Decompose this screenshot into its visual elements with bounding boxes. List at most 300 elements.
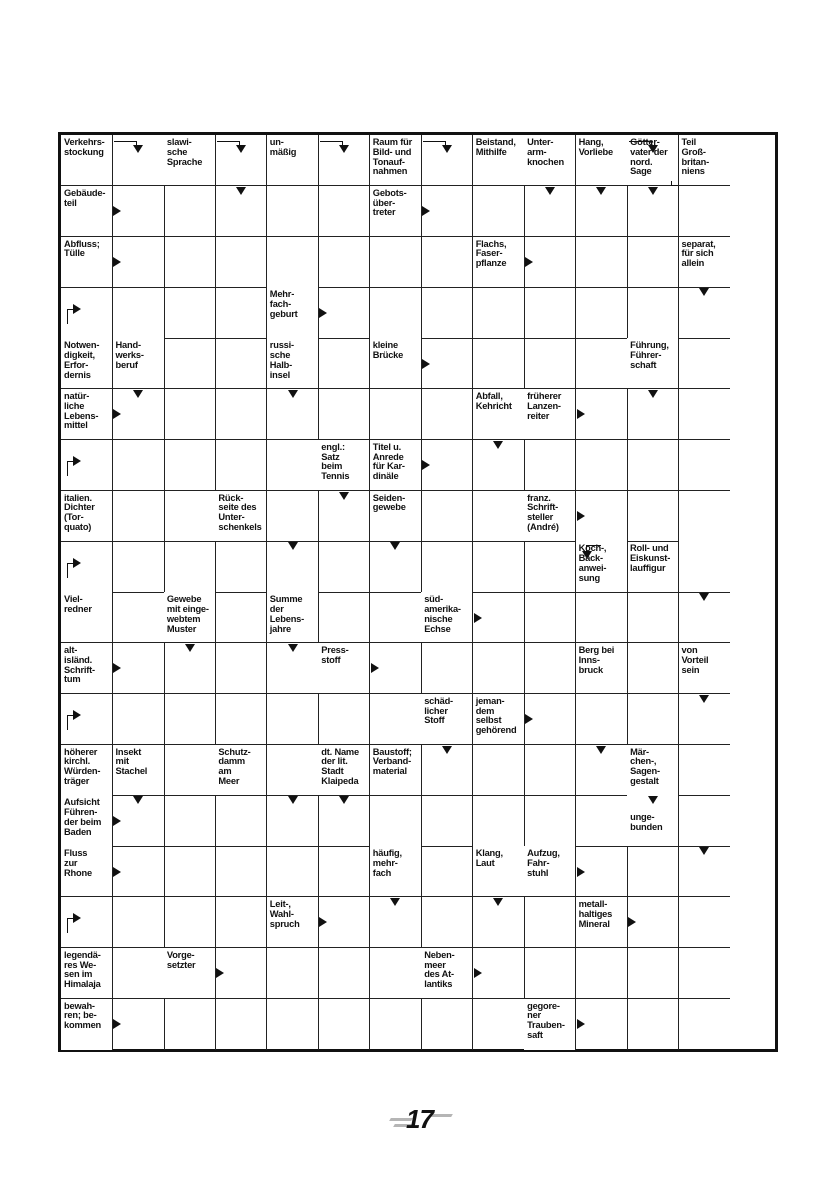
clue-cell bbox=[679, 237, 731, 288]
answer-cell[interactable] bbox=[679, 999, 731, 1050]
clue-text: alt- isländ. Schrift- tum bbox=[64, 645, 95, 685]
arrow-right-icon bbox=[73, 913, 81, 923]
arrow-down-icon bbox=[699, 593, 709, 601]
clue-text: legendä- res We- sen im Himalaja bbox=[64, 949, 101, 990]
clue-cell bbox=[473, 135, 525, 186]
clue-text: bewah- ren; be- kommen bbox=[64, 1000, 102, 1031]
arrow-right-icon bbox=[216, 968, 224, 978]
arrow-down-icon bbox=[133, 796, 143, 804]
answer-cell[interactable] bbox=[318, 186, 370, 237]
swoosh-decoration bbox=[431, 1114, 453, 1117]
clue-text: Baustoff; Verband- material bbox=[372, 746, 412, 777]
arrow-right-icon bbox=[113, 816, 121, 826]
clue-text: jeman- dem selbst gehörend bbox=[475, 695, 517, 736]
clue-cell bbox=[421, 592, 473, 643]
clue-text: italien. Dichter (Tor- quato) bbox=[64, 492, 95, 532]
answer-cell[interactable] bbox=[318, 541, 370, 592]
clue-text: un- mäßig bbox=[269, 137, 297, 157]
arrow-right-icon bbox=[113, 663, 121, 673]
clue-cell bbox=[61, 491, 113, 542]
answer-cell[interactable] bbox=[421, 541, 473, 592]
answer-cell[interactable] bbox=[473, 745, 525, 796]
clue-text: Rück- seite des Unter- schenkels bbox=[218, 492, 262, 532]
answer-cell[interactable] bbox=[421, 491, 473, 542]
answer-cell[interactable] bbox=[627, 287, 679, 338]
answer-cell[interactable] bbox=[318, 999, 370, 1050]
answer-cell[interactable] bbox=[267, 745, 319, 796]
answer-cell[interactable] bbox=[164, 338, 216, 389]
clue-cell bbox=[61, 186, 113, 237]
answer-cell[interactable] bbox=[215, 897, 267, 948]
clue-cell bbox=[421, 694, 473, 745]
clue-cell bbox=[473, 389, 525, 440]
answer-cell[interactable] bbox=[421, 287, 473, 338]
answer-cell[interactable] bbox=[524, 592, 576, 643]
arrow-right-icon bbox=[113, 409, 121, 419]
answer-cell[interactable] bbox=[215, 846, 267, 897]
clue-text: Viel- redner bbox=[64, 594, 92, 614]
arrow-right-icon bbox=[73, 456, 81, 466]
arrow-right-icon bbox=[73, 558, 81, 568]
arrow-right-icon bbox=[319, 308, 327, 318]
answer-cell[interactable] bbox=[370, 237, 422, 288]
arrow-right-icon bbox=[577, 409, 585, 419]
clue-cell bbox=[61, 135, 113, 186]
answer-cell[interactable] bbox=[421, 389, 473, 440]
arrow-right-icon bbox=[525, 714, 533, 724]
answer-cell[interactable] bbox=[576, 237, 628, 288]
arrow-down-icon bbox=[339, 145, 349, 153]
clue-text: metall- haltiges Mineral bbox=[578, 899, 613, 929]
arrow-down-icon bbox=[648, 145, 658, 153]
clue-cell bbox=[679, 643, 731, 694]
clue-cell bbox=[61, 237, 113, 288]
clue-text: Götter- vater der nord. Sage bbox=[630, 137, 668, 177]
clue-text: von Vorteil sein bbox=[681, 645, 709, 675]
answer-cell[interactable] bbox=[679, 948, 731, 999]
answer-cell[interactable] bbox=[627, 999, 679, 1050]
clue-cell bbox=[370, 745, 422, 796]
clue-text: Mär- chen-, Sagen- gestalt bbox=[630, 746, 660, 786]
answer-cell[interactable] bbox=[627, 846, 679, 897]
answer-cell[interactable] bbox=[421, 237, 473, 288]
answer-cell[interactable] bbox=[679, 440, 731, 491]
clue-text: Klang, Laut bbox=[475, 848, 503, 868]
answer-cell[interactable] bbox=[318, 389, 370, 440]
clue-cell bbox=[61, 389, 113, 440]
answer-cell[interactable] bbox=[524, 541, 576, 592]
answer-cell[interactable] bbox=[524, 643, 576, 694]
answer-cell[interactable] bbox=[164, 541, 216, 592]
answer-cell[interactable] bbox=[215, 643, 267, 694]
answer-cell[interactable] bbox=[267, 237, 319, 288]
answer-cell[interactable] bbox=[473, 643, 525, 694]
clue-text: Beistand, Mithilfe bbox=[475, 137, 516, 157]
clue-cell bbox=[267, 592, 319, 643]
answer-cell[interactable] bbox=[113, 440, 165, 491]
clue-text: Press- stoff bbox=[321, 645, 349, 665]
answer-cell[interactable] bbox=[164, 745, 216, 796]
clue-cell bbox=[215, 745, 267, 796]
answer-cell[interactable] bbox=[215, 999, 267, 1050]
answer-cell[interactable] bbox=[473, 287, 525, 338]
clue-text: Gewebe mit einge- webtem Muster bbox=[166, 594, 209, 634]
answer-cell[interactable] bbox=[164, 389, 216, 440]
arrow-down-icon bbox=[442, 746, 452, 754]
answer-cell[interactable] bbox=[215, 795, 267, 846]
answer-cell[interactable] bbox=[164, 287, 216, 338]
answer-cell[interactable] bbox=[679, 186, 731, 237]
answer-cell[interactable] bbox=[215, 287, 267, 338]
arrow-right-icon bbox=[628, 917, 636, 927]
answer-cell[interactable] bbox=[113, 491, 165, 542]
clue-text: häufig, mehr- fach bbox=[372, 848, 402, 878]
answer-cell[interactable] bbox=[421, 643, 473, 694]
clue-cell bbox=[524, 999, 576, 1050]
arrow-down-icon bbox=[596, 187, 606, 195]
arrow-right-icon bbox=[371, 663, 379, 673]
arrow-down-icon bbox=[699, 847, 709, 855]
clue-text: russi- sche Halb- insel bbox=[269, 340, 294, 380]
clue-cell bbox=[267, 287, 319, 338]
clue-text: Hand- werks- beruf bbox=[115, 340, 144, 370]
answer-cell[interactable] bbox=[679, 389, 731, 440]
answer-cell[interactable] bbox=[370, 795, 422, 846]
answer-cell[interactable] bbox=[318, 694, 370, 745]
answer-cell[interactable] bbox=[318, 948, 370, 999]
clue-text: franz. Schrift- steller (André) bbox=[527, 492, 559, 532]
answer-cell[interactable] bbox=[215, 389, 267, 440]
answer-cell[interactable] bbox=[576, 440, 628, 491]
clue-cell bbox=[215, 491, 267, 542]
answer-cell[interactable] bbox=[576, 592, 628, 643]
clue-text: schäd- licher Stoff bbox=[424, 695, 453, 726]
page-number-text: 17 bbox=[406, 1104, 433, 1134]
arrow-down-icon bbox=[699, 288, 709, 296]
clue-text: Hang, Vorliebe bbox=[578, 137, 613, 157]
clue-text: Seiden- gewebe bbox=[372, 492, 406, 513]
answer-cell[interactable] bbox=[679, 491, 731, 542]
clue-text: süd- amerika- nische Echse bbox=[424, 594, 461, 634]
arrow-down-icon bbox=[288, 796, 298, 804]
arrow-down-icon bbox=[390, 898, 400, 906]
arrow-down-icon bbox=[288, 644, 298, 652]
arrow-down-icon bbox=[582, 551, 592, 559]
clue-cell bbox=[61, 338, 113, 389]
clue-cell bbox=[370, 135, 422, 186]
clue-text: natür- liche Lebens- mittel bbox=[64, 391, 99, 431]
arrow-right-icon bbox=[422, 460, 430, 470]
answer-cell[interactable] bbox=[113, 694, 165, 745]
clue-text: Vorge- setzter bbox=[166, 949, 196, 970]
clue-cell bbox=[61, 745, 113, 796]
clue-text: Insekt mit Stachel bbox=[115, 746, 148, 777]
clue-cell bbox=[370, 338, 422, 389]
arrow-right-icon bbox=[577, 511, 585, 521]
arrow-right-icon bbox=[422, 359, 430, 369]
clue-cell bbox=[370, 186, 422, 237]
clue-cell bbox=[627, 745, 679, 796]
arrow-down-icon bbox=[648, 187, 658, 195]
clue-cell bbox=[679, 135, 731, 186]
arrow-right-icon bbox=[319, 917, 327, 927]
clue-text: Aufzug, Fahr- stuhl bbox=[527, 848, 560, 878]
arrow-down-icon bbox=[185, 644, 195, 652]
answer-cell[interactable] bbox=[679, 338, 731, 389]
arrow-right-icon bbox=[73, 710, 81, 720]
clue-text: separat, für sich allein bbox=[681, 238, 716, 269]
clue-text: Führung, Führer- schaft bbox=[630, 340, 669, 370]
answer-cell[interactable] bbox=[164, 897, 216, 948]
answer-cell[interactable] bbox=[576, 694, 628, 745]
clue-text: Unter- arm- knochen bbox=[527, 137, 564, 167]
clue-text: Neben- meer des At- lantiks bbox=[424, 949, 455, 990]
clue-text: höherer kirchl. Würden- träger bbox=[64, 746, 101, 786]
answer-cell[interactable] bbox=[627, 491, 679, 542]
answer-cell[interactable] bbox=[627, 694, 679, 745]
clue-cell bbox=[61, 592, 113, 643]
clue-text: Aufsicht Führen- der beim Baden bbox=[64, 797, 102, 837]
clue-cell bbox=[61, 643, 113, 694]
answer-cell[interactable] bbox=[473, 795, 525, 846]
clue-cell bbox=[61, 999, 113, 1050]
clue-cell bbox=[61, 795, 113, 846]
arrow-down-icon bbox=[133, 390, 143, 398]
answer-cell[interactable] bbox=[524, 440, 576, 491]
clue-cell bbox=[576, 135, 628, 186]
arrow-right-icon bbox=[73, 304, 81, 314]
clue-text: Gebots- über- treter bbox=[372, 187, 407, 218]
arrow-right-icon bbox=[577, 867, 585, 877]
clue-cell bbox=[370, 846, 422, 897]
clue-cell bbox=[113, 745, 165, 796]
answer-cell[interactable] bbox=[679, 745, 731, 796]
answer-cell[interactable] bbox=[679, 795, 731, 846]
clue-text: Summe der Lebens- jahre bbox=[269, 594, 305, 634]
clue-cell bbox=[164, 948, 216, 999]
answer-cell[interactable] bbox=[267, 186, 319, 237]
answer-cell[interactable] bbox=[318, 592, 370, 643]
answer-cell[interactable] bbox=[370, 999, 422, 1050]
answer-cell[interactable] bbox=[318, 846, 370, 897]
answer-cell[interactable] bbox=[524, 948, 576, 999]
answer-cell[interactable] bbox=[113, 592, 165, 643]
answer-cell[interactable] bbox=[370, 389, 422, 440]
clue-text: Leit-, Wahl- spruch bbox=[269, 899, 300, 929]
clue-text: Fluss zur Rhone bbox=[64, 848, 92, 878]
arrow-right-icon bbox=[113, 1019, 121, 1029]
answer-cell[interactable] bbox=[215, 237, 267, 288]
clue-cell bbox=[61, 846, 113, 897]
clue-cell bbox=[576, 897, 628, 948]
answer-cell[interactable] bbox=[473, 541, 525, 592]
clue-text: Titel u. Anrede für Kar- dinäle bbox=[372, 441, 405, 482]
clue-cell bbox=[473, 846, 525, 897]
answer-cell[interactable] bbox=[267, 440, 319, 491]
answer-cell[interactable] bbox=[524, 338, 576, 389]
clue-cell bbox=[524, 135, 576, 186]
answer-cell[interactable] bbox=[473, 338, 525, 389]
clue-text: dt. Name der lit. Stadt Klaipeda bbox=[321, 746, 359, 786]
arrow-down-icon bbox=[288, 390, 298, 398]
answer-cell[interactable] bbox=[627, 948, 679, 999]
answer-cell[interactable] bbox=[576, 338, 628, 389]
answer-cell[interactable] bbox=[267, 846, 319, 897]
answer-cell[interactable] bbox=[421, 846, 473, 897]
answer-cell[interactable] bbox=[524, 745, 576, 796]
arrow-right-icon bbox=[577, 1019, 585, 1029]
arrow-right-icon bbox=[525, 257, 533, 267]
clue-cell bbox=[524, 389, 576, 440]
answer-cell[interactable] bbox=[524, 795, 576, 846]
answer-cell[interactable] bbox=[267, 948, 319, 999]
clue-cell bbox=[318, 440, 370, 491]
clue-text: kleine Brücke bbox=[372, 340, 404, 360]
clue-text: Abfluss; Tülle bbox=[64, 238, 100, 259]
answer-cell[interactable] bbox=[318, 237, 370, 288]
answer-cell[interactable] bbox=[164, 795, 216, 846]
answer-cell[interactable] bbox=[473, 999, 525, 1050]
answer-cell[interactable] bbox=[627, 237, 679, 288]
arrow-right-icon bbox=[474, 613, 482, 623]
answer-cell[interactable] bbox=[164, 491, 216, 542]
answer-cell[interactable] bbox=[215, 338, 267, 389]
answer-cell[interactable] bbox=[370, 948, 422, 999]
arrow-down-icon bbox=[442, 145, 452, 153]
answer-cell[interactable] bbox=[215, 694, 267, 745]
clue-cell bbox=[524, 491, 576, 542]
clue-text: Flachs, Faser- pflanze bbox=[475, 238, 507, 269]
answer-cell[interactable] bbox=[267, 999, 319, 1050]
clue-text: Raum für Bild- und Tonauf- nahmen bbox=[372, 137, 413, 177]
clue-text: gegore- ner Trauben- saft bbox=[527, 1000, 565, 1040]
answer-cell[interactable] bbox=[576, 795, 628, 846]
clue-cell bbox=[61, 948, 113, 999]
answer-cell[interactable] bbox=[421, 795, 473, 846]
clue-text: Abfall, Kehricht bbox=[475, 391, 512, 411]
arrow-down-icon bbox=[339, 492, 349, 500]
answer-cell[interactable] bbox=[113, 287, 165, 338]
clue-text: Notwen- digkeit, Erfor- dernis bbox=[64, 340, 100, 380]
answer-cell[interactable] bbox=[164, 694, 216, 745]
arrow-down-icon bbox=[288, 542, 298, 550]
answer-cell[interactable] bbox=[370, 287, 422, 338]
clue-cell bbox=[627, 338, 679, 389]
clue-text: unge- bunden bbox=[630, 812, 663, 833]
clue-cell bbox=[113, 338, 165, 389]
clue-cell bbox=[524, 846, 576, 897]
answer-cell[interactable] bbox=[627, 592, 679, 643]
answer-cell[interactable] bbox=[267, 491, 319, 542]
clue-cell bbox=[473, 237, 525, 288]
arrow-down-icon bbox=[648, 390, 658, 398]
clue-cell bbox=[630, 541, 731, 592]
arrow-down-icon bbox=[699, 695, 709, 703]
arrow-right-icon bbox=[113, 257, 121, 267]
answer-cell[interactable] bbox=[164, 846, 216, 897]
clue-cell bbox=[370, 491, 422, 542]
clue-cell bbox=[267, 338, 319, 389]
arrow-down-icon bbox=[545, 187, 555, 195]
arrow-down-icon bbox=[493, 898, 503, 906]
answer-cell[interactable] bbox=[215, 440, 267, 491]
answer-cell[interactable] bbox=[164, 186, 216, 237]
clue-cell bbox=[267, 897, 319, 948]
answer-cell[interactable] bbox=[113, 541, 165, 592]
arrow-down-icon bbox=[390, 542, 400, 550]
clue-cell bbox=[318, 643, 370, 694]
arrow-down-icon bbox=[596, 746, 606, 754]
answer-cell[interactable] bbox=[524, 287, 576, 338]
answer-cell[interactable] bbox=[576, 287, 628, 338]
answer-cell[interactable] bbox=[370, 592, 422, 643]
clue-text: engl.: Satz beim Tennis bbox=[321, 441, 350, 482]
arrow-down-icon bbox=[236, 187, 246, 195]
clue-cell bbox=[164, 135, 216, 186]
answer-cell[interactable] bbox=[267, 694, 319, 745]
clue-cell bbox=[576, 541, 628, 592]
answer-cell[interactable] bbox=[473, 491, 525, 542]
arrow-bent-down-icon bbox=[671, 181, 678, 186]
answer-cell[interactable] bbox=[113, 897, 165, 948]
clue-cell bbox=[318, 745, 370, 796]
answer-cell[interactable] bbox=[164, 440, 216, 491]
arrow-down-icon bbox=[648, 796, 658, 804]
answer-cell[interactable] bbox=[627, 440, 679, 491]
clue-text: früherer Lanzen- reiter bbox=[527, 391, 562, 421]
answer-cell[interactable] bbox=[215, 592, 267, 643]
crossword-grid bbox=[61, 135, 775, 1049]
answer-cell[interactable] bbox=[679, 897, 731, 948]
arrow-right-icon bbox=[113, 206, 121, 216]
answer-cell[interactable] bbox=[113, 948, 165, 999]
arrow-right-icon bbox=[474, 968, 482, 978]
clue-text: Gebäude- teil bbox=[64, 187, 106, 208]
clue-cell bbox=[267, 135, 319, 186]
clue-cell bbox=[576, 643, 628, 694]
answer-cell[interactable] bbox=[421, 897, 473, 948]
clue-text: Teil Groß- britan- niens bbox=[681, 137, 710, 177]
arrow-down-icon bbox=[339, 796, 349, 804]
answer-cell[interactable] bbox=[318, 338, 370, 389]
answer-cell[interactable] bbox=[215, 541, 267, 592]
answer-cell[interactable] bbox=[370, 694, 422, 745]
clue-text: Roll- und Eiskunst- lauffigur bbox=[630, 543, 671, 573]
answer-cell[interactable] bbox=[473, 186, 525, 237]
crossword-puzzle bbox=[58, 132, 778, 1052]
answer-cell[interactable] bbox=[164, 999, 216, 1050]
clue-cell bbox=[421, 948, 473, 999]
page-number bbox=[390, 1104, 460, 1134]
arrow-right-icon bbox=[113, 867, 121, 877]
arrow-down-icon bbox=[133, 145, 143, 153]
clue-text: Mehr- fach- geburt bbox=[269, 289, 298, 319]
answer-cell[interactable] bbox=[576, 948, 628, 999]
arrow-down-icon bbox=[236, 145, 246, 153]
clue-text: Schutz- damm am Meer bbox=[218, 746, 251, 786]
arrow-down-icon bbox=[493, 441, 503, 449]
answer-cell[interactable] bbox=[627, 643, 679, 694]
clue-cell bbox=[164, 592, 216, 643]
answer-cell[interactable] bbox=[421, 999, 473, 1050]
answer-cell[interactable] bbox=[164, 237, 216, 288]
clue-text: slawi- sche Sprache bbox=[166, 137, 203, 167]
clue-text: Berg bei Inns- bruck bbox=[578, 645, 615, 675]
clue-cell bbox=[370, 440, 422, 491]
answer-cell[interactable] bbox=[524, 897, 576, 948]
clue-text: Koch-, Back- anwei- sung bbox=[578, 543, 607, 583]
clue-text: Verkehrs- stockung bbox=[64, 137, 105, 157]
